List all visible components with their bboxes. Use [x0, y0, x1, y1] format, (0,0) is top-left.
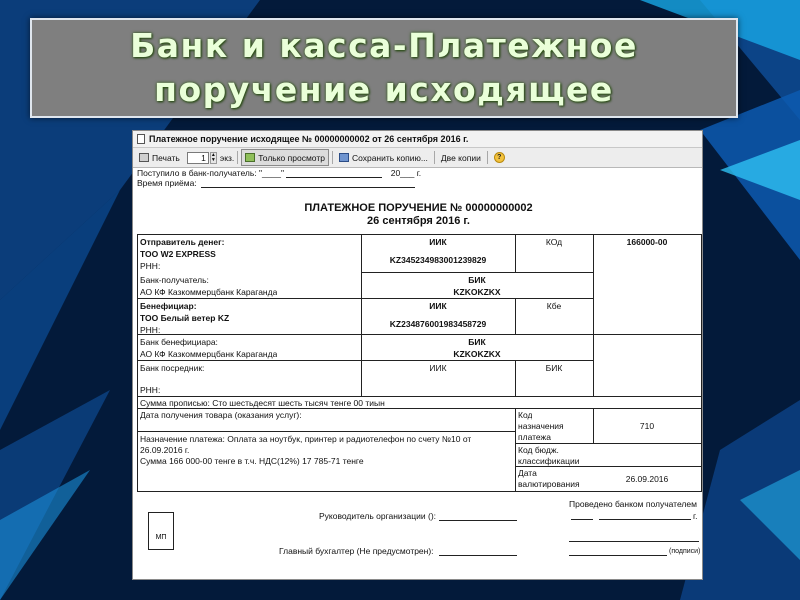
receiver-bank-bik-value: KZKOKZKX — [453, 287, 501, 297]
kbe-label: Кбе — [546, 301, 562, 311]
bank-signature-line-2 — [569, 555, 667, 556]
received-label: Поступило в банк-получатель: "____" — [137, 168, 284, 178]
sender-iik-value: KZ345234983001239829 — [389, 255, 487, 265]
beneficiary-iik-value: KZ234876001983458729 — [389, 319, 487, 329]
beneficiary-bank-name: АО КФ Казкоммерцбанк Караганда — [140, 349, 278, 359]
window-title: Платежное поручение исходящее № 00000000002 от 26 сентября 2016 г. — [149, 134, 469, 144]
document-icon — [137, 134, 145, 144]
bank-year-suffix: г. — [693, 511, 698, 521]
intermediary-bank-label: Банк посредник: — [140, 363, 205, 373]
beneficiary-name: ТОО Белый ветер KZ — [140, 313, 230, 323]
two-copies-button[interactable] — [438, 150, 484, 165]
payment-order-form — [137, 234, 702, 490]
bank-processed-label: Проведено банком получателем — [569, 499, 697, 509]
value-date-value: 26.09.2016 — [625, 474, 669, 484]
signatures-caption: (подписи) — [669, 548, 701, 555]
budget-code-label-1: Код бюдж. — [518, 445, 559, 455]
sender-label: Отправитель денег: — [140, 237, 225, 247]
window-titlebar — [133, 131, 702, 148]
slide-title-line-1: Банк и касса-Платежное — [130, 26, 638, 65]
payment-order-header — [137, 168, 700, 228]
two-copies-label: Две копии — [440, 152, 481, 163]
bank-date-blank-1 — [571, 519, 593, 520]
head-signature-label: Руководитель организации (): — [319, 511, 437, 521]
received-date-blank — [286, 169, 382, 178]
view-only-button[interactable] — [241, 149, 329, 166]
value-date-label-2: валютирования — [518, 479, 580, 489]
stamp-placeholder: МП — [148, 512, 174, 550]
sender-rnn-label: РНН: — [140, 261, 161, 271]
floppy-disk-icon — [339, 153, 349, 162]
sender-iik-label: ИИК — [429, 237, 447, 247]
receiver-bank-label: Банк-получатель: — [140, 275, 209, 285]
budget-code-label-2: классификации — [518, 456, 580, 466]
head-signature-line — [439, 520, 517, 521]
bank-signature-line-1 — [569, 541, 699, 542]
received-year: 20___ г. — [390, 168, 422, 178]
copies-unit: экз. — [219, 152, 235, 163]
save-copy-label: Сохранить копию... — [351, 152, 428, 163]
toolbar-separator — [237, 151, 238, 164]
beneficiary-iik-label: ИИК — [429, 301, 447, 311]
purpose-code-label-1: Код — [518, 410, 533, 420]
save-copy-button[interactable] — [336, 150, 431, 165]
beneficiary-rnn-label: РНН: — [140, 325, 161, 335]
toolbar — [133, 148, 702, 168]
received-line — [137, 168, 700, 178]
help-icon: ? — [494, 152, 505, 163]
purpose-code-value: 710 — [639, 421, 655, 431]
toolbar-separator — [434, 151, 435, 164]
bank-date-blank-2 — [599, 519, 691, 520]
beneficiary-bank-label: Банк бенефициара: — [140, 337, 218, 347]
accountant-signature-line — [439, 555, 517, 556]
accountant-signature-label: Главный бухгалтер (Не предусмотрен): — [279, 546, 434, 556]
document-title: ПЛАТЕЖНОЕ ПОРУЧЕНИЕ № 00000000002 — [304, 202, 533, 214]
slide-title-line-2: поручение исходящее — [154, 70, 614, 109]
intermediary-iik-label: ИИК — [429, 363, 447, 373]
document-window — [132, 130, 703, 580]
toolbar-separator — [332, 151, 333, 164]
beneficiary-bank-bik-value: KZKOKZKX — [453, 349, 501, 359]
purpose-code-label-2: назначения — [518, 421, 564, 431]
time-label: Время приёма: — [137, 178, 197, 188]
purpose-code-label-3: платежа — [518, 432, 551, 442]
kod-label: КОд — [545, 237, 563, 247]
intermediary-bik-label: БИК — [545, 363, 563, 373]
view-only-icon — [245, 153, 255, 162]
time-blank — [201, 179, 415, 188]
time-line — [137, 178, 700, 188]
beneficiary-bank-bik-label: БИК — [468, 337, 486, 347]
payment-purpose-line-2: 26.09.2016 г. — [140, 445, 190, 455]
view-only-label: Только просмотр — [258, 152, 325, 163]
print-button[interactable] — [136, 150, 183, 165]
copies-spinner[interactable]: ▲ ▼ — [210, 151, 216, 163]
payment-purpose-line-1: Назначение платежа: Оплата за ноутбук, принтер и радиотелефон по счету №10 от — [140, 434, 472, 444]
kod-value: 166000-00 — [626, 237, 668, 247]
copies-input[interactable]: 1 — [187, 152, 209, 164]
document-date: 26 сентября 2016 г. — [367, 215, 470, 227]
sender-name: ТОО W2 EXPRESS — [140, 249, 216, 259]
goods-date-label: Дата получения товара (оказания услуг): — [140, 410, 302, 420]
value-date-label-1: Дата — [518, 468, 537, 478]
payment-purpose-line-3: Сумма 166 000-00 тенге в т.ч. НДС(12%) 17 785-71 тенге — [140, 456, 364, 466]
beneficiary-label: Бенефициар: — [140, 301, 197, 311]
printer-icon — [139, 153, 149, 162]
intermediary-rnn-label: РНН: — [140, 385, 161, 395]
receiver-bank-bik-label: БИК — [468, 275, 486, 285]
receiver-bank-name: АО КФ Казкоммерцбанк Караганда — [140, 287, 278, 297]
help-button[interactable] — [491, 150, 511, 165]
print-label: Печать — [152, 152, 180, 163]
slide-title — [30, 18, 738, 118]
toolbar-separator — [487, 151, 488, 164]
amount-in-words: Сумма прописью: Сто шестьдесят шесть тысяч тенге 00 тиын — [140, 398, 385, 408]
